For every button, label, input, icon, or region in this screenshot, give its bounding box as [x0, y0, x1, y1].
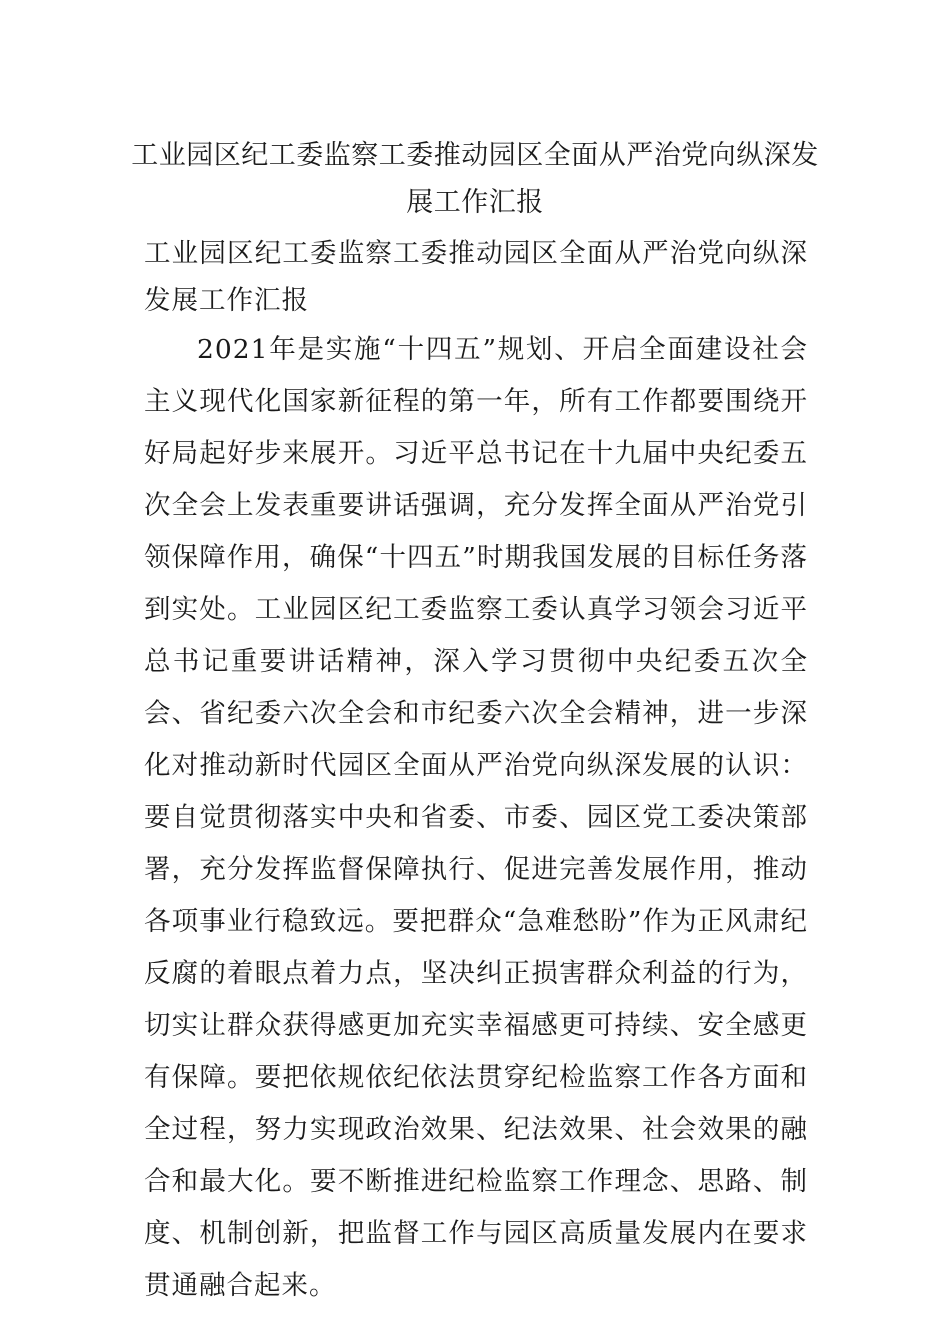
body-paragraph: 2021年是实施“十四五”规划、开启全面建设社会主义现代化国家新征程的第一年，所有工作都要围绕开好局起好步来展开。习近平总书记在十九届中央纪委五次全会上发表重要讲话强调，充分发挥全面从严治党引领保障作用，确保“十四五”时期我国发展的目标任务落到实处。工业园区纪工委监察工委认真学习领会习近平总书记重要讲话精神，深入学习贯彻中央纪委五次全会、省纪委六次全会和市纪委六次全会精神，进一步深化对推动新时代园区全面从严治党向纵深发展的认识：要自觉贯彻落实中央和省委、市委、园区党工委决策部署，充分发挥监督保障执行、促进完善发展作用，推动各项事业行稳致远。要把群众“急难愁盼”作为正风肃纪反腐的着眼点着力点，坚决纠正损害群众利益的行为，切实让群众获得感更加充实幸福感更可持续、安全感更有保障。要把依规依纪依法贯穿纪检监察工作各方面和全过程，努力实现政治效果、纪法效果、社会效果的融合和最大化。要不断推进纪检监察工作理念、思路、制度、机制创新，把监督工作与园区高质量发展内在要求贯通融合起来。	[144, 334, 808, 1301]
document-title: 工业园区纪工委监察工委推动园区全面从严治党向纵深发展工作汇报	[131, 140, 819, 218]
document-body	[144, 230, 808, 1312]
document-subtitle: 工业园区纪工委监察工委推动园区全面从严治党向纵深发展工作汇报	[144, 238, 808, 316]
